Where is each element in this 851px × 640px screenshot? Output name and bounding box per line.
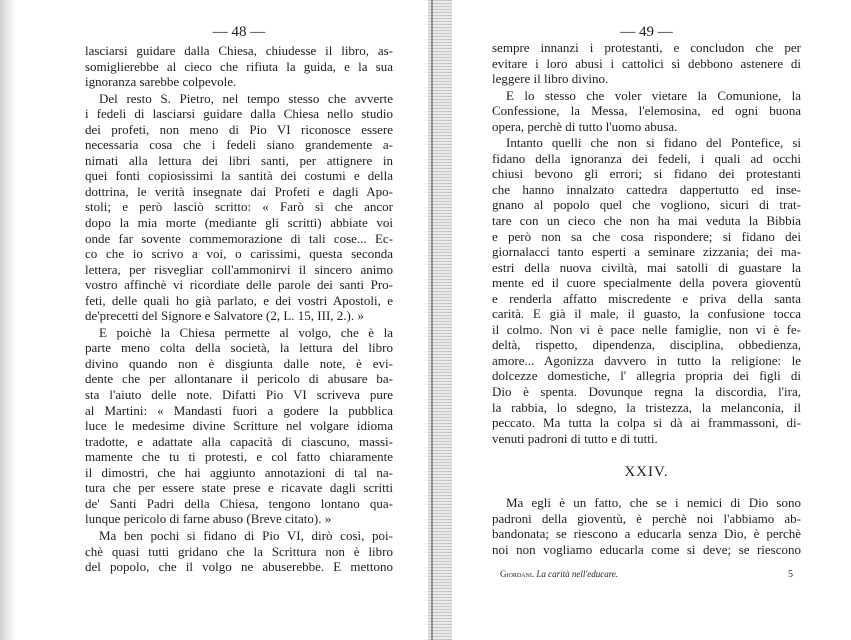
text-line: co che io scrivo a voi, o carissimi, questa seconda [85,246,393,262]
text-line: tradotte, e adattate alla capacità di ciascuno, massi- [85,433,393,449]
text-line: fidano della ignoranza dei fedeli, i quali ad occhi [492,150,801,166]
paragraph [492,495,801,557]
text-line: Ma egli è un fatto, che se i nemici di Dio sono [506,495,801,511]
text-line: dolcezze domestiche, l' allegria propria dei figli di [492,368,801,384]
text-line: e però non sa che cosa rispondere; si fidano dei [492,228,801,244]
text-line: il colmo. Non vi è pace nelle famiglie, non vi è fe- [492,321,801,337]
section-heading: XXIV. [624,464,669,481]
text-line: del popolo, che il volgo ne abuserebbe. E mettono [85,559,393,575]
text-line: amore... Agonizza davvero in tutto la religione: le [492,352,801,368]
text-line: ignoranza sarebbe colpevole. [85,74,237,90]
text-line: evitare i loro abusi i cattolici si debbono astenere di [492,55,801,71]
text-line: tare con un cieco che non ha mai veduta la Bibbia [492,213,801,229]
text-line: vostro affinchè vi ricordiate delle parole dei santi Pro- [85,277,393,293]
text-line: dopo la mia morte (mediante gli scritti) abbiate voi [85,215,393,231]
text-line: carità. E già il male, il guasto, la confusione tocca [492,306,801,322]
text-line: dottrina, le verità insegnate dai Profeti e dagli Apo- [85,183,393,199]
paragraph [85,325,393,527]
text-line: Intanto quelli che non si fidano del Pontefice, si [506,135,801,151]
text-line: gnano al popolo quel che vogliono, sicuri di trat- [492,197,801,213]
text-line: giornalacci tanto esperti a seminare zizzania; dei ma- [492,244,801,260]
text-line: noi non vogliamo educarla come si deve; se riescono [492,541,801,557]
text-line: sempre innanzi i protestanti, e concludon che per [492,40,801,55]
paragraph [492,88,801,135]
text-line: parte meno colta della società, la lettura del libro [85,340,393,356]
text-line: chiusi bevono gli errori; si fidano dei protestanti [492,166,801,182]
text-line: deltà, rispetto, dipendenza, disciplina, obbedienza, [492,337,801,353]
text-line: il dimostri, che hai aggiunto annotazioni di tal na- [85,464,393,480]
signature-mark: 5 [788,569,793,580]
text-line: E poichè la Chiesa permette al volgo, che è la [99,324,393,340]
text-line: peccato. Ma tutta la colpa si dà ai frammassoni, di- [492,415,801,431]
text-line: venuti padroni di tutto e di tutti. [492,430,658,446]
page-body [492,39,801,557]
text-line: quei fonti copiosissimi la santità dei costumi e della [85,168,393,184]
paragraph [85,91,393,324]
text-line: E lo stesso che voler vietare la Comunione, la [506,87,801,103]
text-line: mente ed il cuore specialmente della povera gioventù [492,275,801,291]
text-line: che hanno innalzato cattedra dappertutto ed inse- [492,181,801,197]
text-line: e renderla affatto miscredente e priva della santa [492,290,801,306]
text-line: Dio è spenta. Dovunque regna la discordia, l'ira, [492,384,801,400]
text-line: necessaria cosa che i fedeli siano grandemente a- [85,137,393,153]
text-line: lasciarsi guidare dalla Chiesa, chiudesse il libro, as- [85,43,393,58]
paragraph [492,40,801,87]
text-line: stoli; e però lasciò scritto: « Farò sì che ancor [85,199,393,215]
text-line: de'precetti del Signore e Salvatore (2, L. 15, III, 2.). » [85,308,364,324]
paragraph [85,528,393,575]
text-line: mamente che tu ti protesti, e col fatto chiaramente [85,449,393,465]
paragraph [85,43,393,90]
text-line: Del resto S. Pietro, nel tempo stesso che avverte [99,90,393,106]
text-line: opera, perchè di tutto l'uomo abusa. [492,118,678,134]
text-line: sta l'aiuto delle note. Difatti Pio VI scriveva pure [85,387,393,403]
text-line: estri della nuova civiltà, mai satolli di guastare la [492,259,801,275]
text-line: leggere il libro divino. [492,71,609,87]
text-line: somiglierebbe al cieco che rifiuta la guida, e la sua [85,58,393,74]
footer-title: La carità nell'educare. [536,569,619,579]
text-line: de' Santi Padri della Chiesa, tengono lontano qua- [85,495,393,511]
text-line: i fedeli di lasciarsi guidare dalla Chiesa nello studio [85,106,393,122]
text-line: tura che per essere state prese e ricavate dagli scritti [85,480,393,496]
footer-citation [500,569,618,579]
text-line: nimati alla lettura dei libri santi, per attignere in [85,152,393,168]
text-line: onde far sovente commemorazione di tali cose... Ec- [85,230,393,246]
text-line: feti, delle quali ho già parlato, e dei vostri Apostoli, e [85,292,393,308]
page-number: — 49 — [620,24,673,40]
text-line: divino quando non è disgiunta dalle note, è evi- [85,355,393,371]
text-line: lunque pericolo di farne abuso (Breve citato). » [85,511,332,527]
paragraph [492,135,801,446]
page-number: — 48 — [212,24,266,40]
book-gutter [428,0,452,640]
text-line: lettera, per risvegliar coll'ammonirvi il sincero animo [85,261,393,277]
text-line: Confessione, la Messa, l'elemosina, ed ogni buona [492,103,801,119]
text-line: luce le medesime divine Scritture nel volgare idioma [85,418,393,434]
text-line: dei profeti, non meno di Pio VI riconosce essere [85,121,393,137]
text-line: la rabbia, lo sdegno, la tristezza, la melanconia, il [492,399,801,415]
text-line: Ma ben pochi si fidano di Pio VI, dirò così, poi- [99,527,393,543]
text-line: dente che per allontanare il pericolo di abusare ba- [85,371,393,387]
text-line: al Martini: « Mandasti fuori a godere la pubblica [85,402,393,418]
footer-author: Giordani. [500,569,535,579]
text-line: padroni della gioventù, è perchè noi l'abbiamo ab- [492,510,801,526]
page-body [85,42,393,575]
text-line: chè quasi tutti gridano che la Scrittura non è libro [85,543,393,559]
text-line: bandonata; se riescono a educarla senza Dio, è perchè [492,526,801,542]
scan-edge-left [0,0,16,640]
